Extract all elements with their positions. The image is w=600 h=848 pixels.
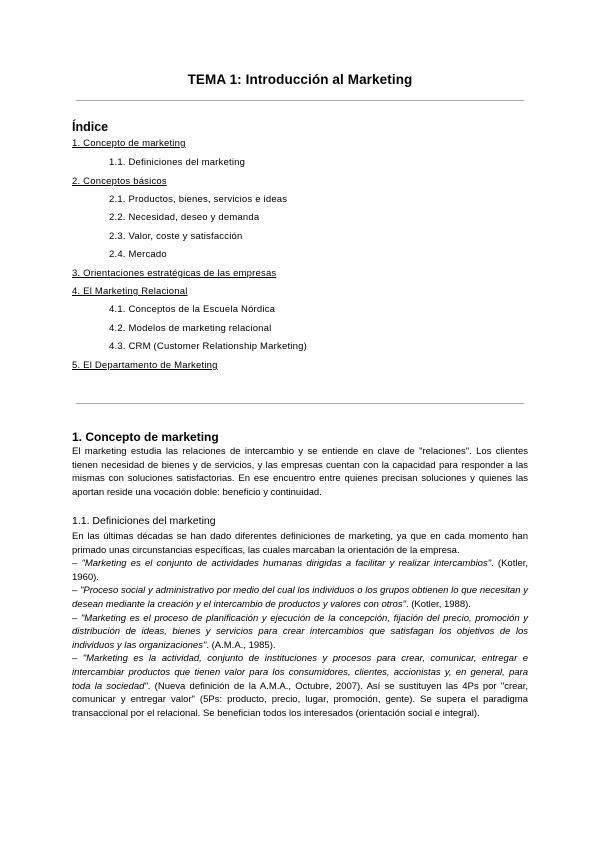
definition-source: . (Nueva definición de la A.M.A., Octubre, 2007). Así se sustituyen las 4Ps por "crear, comunicar y entregar valor" (5Ps: producto, precio, lugar, promoción, gente). Se supera el paradigma transaccional por el relacional. Se benefician todos los interesados (orientación social e integral). [72,680,528,719]
dash: – [72,585,81,597]
toc-link[interactable]: 4. El Marketing Relacional [72,286,188,297]
dash: – [72,558,82,570]
dash: – [72,653,83,665]
divider [76,403,524,404]
definition-source: . (Kotler, 1960). [72,558,529,583]
toc-subitem: 4.3. CRM (Customer Relationship Marketing) [109,341,307,352]
definition-source: . (A.M.A., 1985). [206,639,276,651]
toc-subitem: 2.1. Productos, bienes, servicios e ideas [109,194,288,205]
definitions-block [72,530,528,720]
section-intro-paragraph: El marketing estudia las relaciones de intercambio y se entiende en clave de "relaciones". Los clientes tienen necesidad de bienes y de servicios, y las empresas cuentan con la capacidad para responder a las mismas con soluciones satisfactorias. En ese encuentro entre quienes precisan soluciones y quienes las aportan reside una vocación doble: beneficio y continuidad. [72,446,528,498]
definition-item [72,584,528,611]
toc-subitem: 2.3. Valor, coste y satisfacción [109,231,243,242]
toc-link[interactable]: 1. Concepto de marketing [72,138,186,149]
section-heading: 1. Concepto de marketing [72,430,219,444]
definition-item [72,652,528,720]
divider [76,100,524,101]
toc-subitem: 1.1. Definiciones del marketing [109,157,246,168]
subsection-heading: 1.1. Definiciones del marketing [72,515,216,527]
definition-quote: "Marketing es el proceso de planificación y ejecución de la concepción, fijación del precio, promoción y distribución de ideas, bienes y servicios para crear intercambios que satisfagan los objetivos de los individuos y las organizaciones" [72,612,528,651]
toc-subitem: 4.2. Modelos de marketing relacional [109,323,272,334]
toc-subitem: 2.2. Necesidad, deseo y demanda [109,212,260,223]
definition-item [72,612,528,653]
toc-subitem: 2.4. Mercado [109,249,167,260]
definition-quote: "Proceso social y administrativo por medio del cual los individuos o los grupos obtienen lo que necesitan y desean mediante la creación y el intercambio de productos y valores con otros" [72,585,528,610]
definition-quote: "Marketing es el conjunto de actividades humanas dirigidas a facilitar y realizar intercambios" [81,558,492,570]
dash: – [72,612,81,624]
toc-link[interactable]: 2. Conceptos básicos [72,176,167,187]
toc-link[interactable]: 3. Orientaciones estratégicas de las empresas [72,268,277,279]
toc-subitem: 4.1. Conceptos de la Escuela Nórdica [109,304,276,315]
definition-source: . (Kotler, 1988). [405,598,471,610]
subsection-intro-paragraph: En las últimas décadas se han dado diferentes definiciones de marketing, ya que en cada momento han primado unas circunstancias específicas, las cuales marcaban la orientación de la empresa. [72,531,528,556]
index-heading: Índice [72,120,109,134]
definition-item [72,557,528,584]
document-title: TEMA 1: Introducción al Marketing [187,72,413,87]
toc-link[interactable]: 5. El Departamento de Marketing [72,360,218,371]
definition-quote: "Marketing es la actividad, conjunto de instituciones y procesos para crear, comunicar, entregar e intercambiar productos que tienen valor para los consumidores, clientes, accionistas y, en general, para toda la sociedad" [72,653,528,692]
